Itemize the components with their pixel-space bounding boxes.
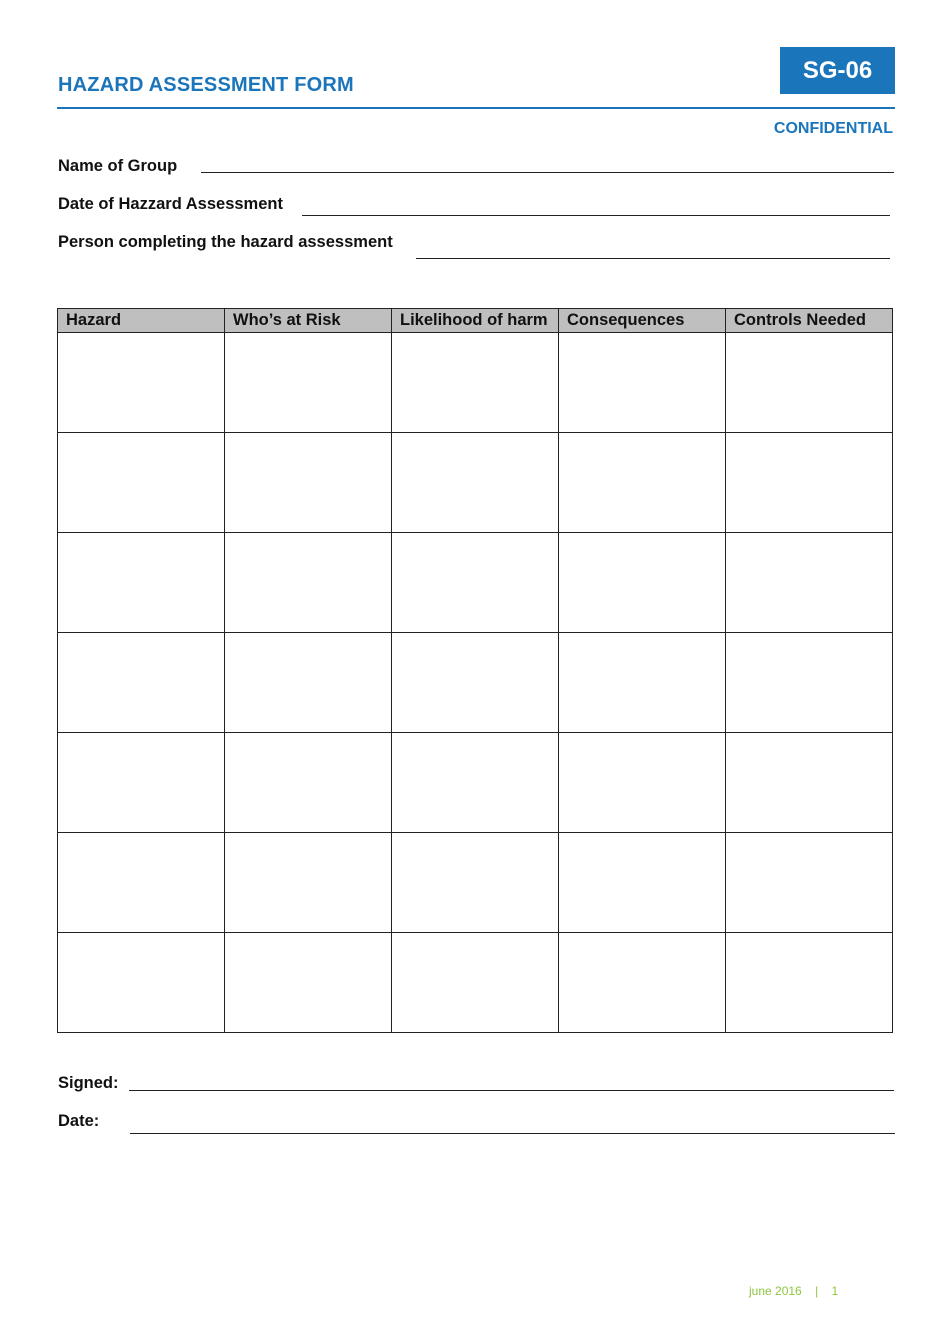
table-cell-whos-at-risk[interactable] [225,633,392,733]
header-divider [57,107,895,109]
table-cell-whos-at-risk[interactable] [225,733,392,833]
group-name-line[interactable] [201,172,894,173]
table-cell-consequences[interactable] [559,933,726,1033]
table-cell-controls-needed[interactable] [726,333,893,433]
table-cell-likelihood[interactable] [392,333,559,433]
table-row [58,733,893,833]
form-title: HAZARD ASSESSMENT FORM [58,74,354,96]
footer-separator: | [815,1284,819,1298]
table-cell-controls-needed[interactable] [726,533,893,633]
signoff-date-label: Date: [58,1112,100,1130]
signed-line[interactable] [129,1090,894,1091]
hazard-table-body [58,333,893,1033]
signed-label: Signed: [58,1074,119,1092]
table-cell-controls-needed[interactable] [726,433,893,533]
table-row [58,633,893,733]
table-cell-controls-needed[interactable] [726,833,893,933]
column-header-hazard: Hazard [58,309,225,333]
table-cell-whos-at-risk[interactable] [225,833,392,933]
table-header-row [58,309,893,333]
person-completing-label: Person completing the hazard assessment [58,233,393,251]
table-cell-controls-needed[interactable] [726,733,893,833]
person-completing-line[interactable] [416,258,890,259]
column-header-likelihood: Likelihood of harm [392,309,559,333]
table-cell-hazard[interactable] [58,533,225,633]
table-cell-whos-at-risk[interactable] [225,333,392,433]
hazard-table [57,308,893,1033]
footer-page-number: 1 [831,1284,839,1298]
table-row [58,533,893,633]
table-cell-consequences[interactable] [559,333,726,433]
footer-date: june 2016 [749,1284,802,1298]
table-cell-whos-at-risk[interactable] [225,533,392,633]
table-row [58,833,893,933]
table-cell-likelihood[interactable] [392,733,559,833]
page-footer [749,1284,838,1298]
assessment-date-line[interactable] [302,215,890,216]
table-cell-consequences[interactable] [559,633,726,733]
table-row [58,333,893,433]
table-cell-hazard[interactable] [58,933,225,1033]
table-cell-likelihood[interactable] [392,933,559,1033]
table-cell-consequences[interactable] [559,833,726,933]
column-header-whos-at-risk: Who’s at Risk [225,309,392,333]
table-cell-hazard[interactable] [58,433,225,533]
assessment-date-label: Date of Hazzard Assessment [58,195,283,213]
table-cell-likelihood[interactable] [392,633,559,733]
confidential-label: CONFIDENTIAL [773,120,893,137]
table-cell-controls-needed[interactable] [726,633,893,733]
table-cell-hazard[interactable] [58,633,225,733]
column-header-consequences: Consequences [559,309,726,333]
column-header-controls-needed: Controls Needed [726,309,893,333]
form-code-badge: SG-06 [780,47,895,94]
table-cell-hazard[interactable] [58,833,225,933]
table-cell-consequences[interactable] [559,733,726,833]
table-cell-consequences[interactable] [559,533,726,633]
group-name-label: Name of Group [58,157,178,175]
signoff-date-line[interactable] [130,1133,895,1134]
table-cell-whos-at-risk[interactable] [225,433,392,533]
table-row [58,933,893,1033]
table-row [58,433,893,533]
table-cell-likelihood[interactable] [392,433,559,533]
table-cell-likelihood[interactable] [392,833,559,933]
table-cell-consequences[interactable] [559,433,726,533]
table-cell-hazard[interactable] [58,733,225,833]
table-cell-whos-at-risk[interactable] [225,933,392,1033]
table-cell-hazard[interactable] [58,333,225,433]
table-cell-controls-needed[interactable] [726,933,893,1033]
table-cell-likelihood[interactable] [392,533,559,633]
